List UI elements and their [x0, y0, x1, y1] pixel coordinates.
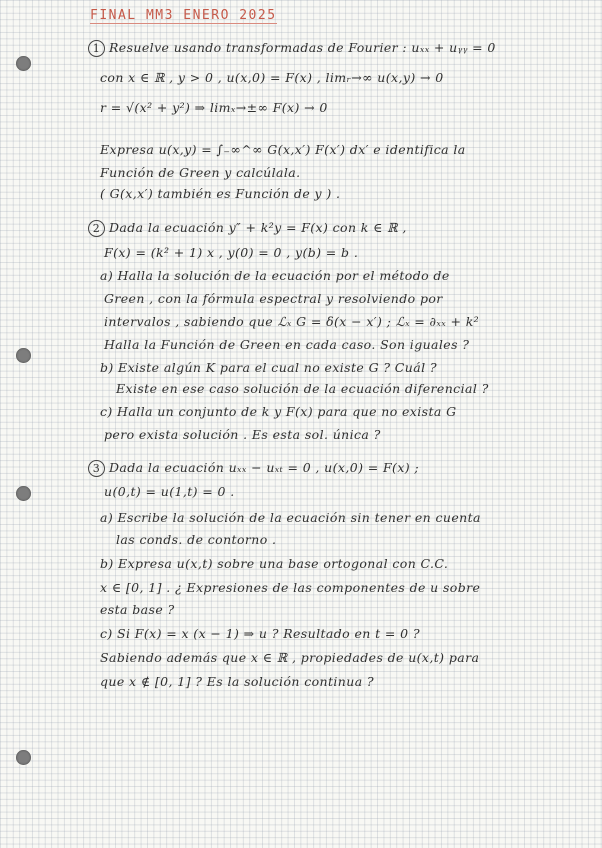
problem-number-3: 3 — [88, 460, 105, 477]
problem-3-text: Dada la ecuación uₓₓ − uₓₜ = 0 , u(x,0) = F(x) ; — [109, 460, 420, 475]
page-title: FINAL MM3 ENERO 2025 — [90, 8, 277, 23]
problem-1-line-5: Función de Green y calcúlala. — [100, 165, 301, 180]
problem-1-line-6: ( G(x,x′) también es Función de y ) . — [100, 186, 341, 201]
problem-1-line-3: r = √(x² + y²) ⇒ limₓ→±∞ F(x) → 0 — [100, 100, 328, 115]
problem-3-line-1 — [88, 460, 419, 477]
problem-2-line-3: a) Halla la solución de la ecuación por el método de — [100, 268, 450, 283]
problem-3-line-10: que x ∉ [0, 1] ? Es la solución continua ? — [100, 674, 375, 689]
punch-hole — [16, 56, 31, 71]
problem-1-text: Resuelve usando transformadas de Fourier : uₓₓ + uᵧᵧ = 0 — [109, 40, 496, 55]
problem-2-line-7: b) Existe algún K para el cual no existe G ? Cuál ? — [100, 360, 437, 375]
problem-3-line-2: u(0,t) = u(1,t) = 0 . — [104, 484, 235, 499]
problem-3-line-6: x ∈ [0, 1] . ¿ Expresiones de las componentes de u sobre — [100, 580, 481, 595]
problem-2-line-10: pero exista solución . Es esta sol. única ? — [104, 427, 381, 442]
problem-3-line-3: a) Escribe la solución de la ecuación sin tener en cuenta — [100, 510, 481, 525]
problem-1-line-4: Expresa u(x,y) = ∫₋∞^∞ G(x,x′) F(x′) dx′ e identifica la — [100, 142, 466, 157]
problem-2-line-5: intervalos , sabiendo que ℒₓ G = δ(x − x′) ; ℒₓ = ∂ₓₓ + k² — [104, 314, 480, 329]
problem-2-line-1 — [88, 220, 407, 237]
problem-1-line-1 — [88, 40, 496, 57]
problem-2-line-4: Green , con la fórmula espectral y resolviendo por — [104, 291, 443, 306]
problem-3-line-7: esta base ? — [100, 602, 175, 617]
punch-hole — [16, 348, 31, 363]
problem-number-1: 1 — [88, 40, 105, 57]
problem-3-line-4: las conds. de contorno . — [116, 532, 277, 547]
problem-2-line-6: Halla la Función de Green en cada caso. Son iguales ? — [104, 337, 470, 352]
problem-2-text: Dada la ecuación y″ + k²y = F(x) con k ∈ ℝ , — [109, 220, 407, 235]
problem-2-line-8: Existe en ese caso solución de la ecuación diferencial ? — [116, 381, 489, 396]
problem-3-line-9: Sabiendo además que x ∈ ℝ , propiedades de u(x,t) para — [100, 650, 480, 665]
problem-3-line-8: c) Si F(x) = x (x − 1) ⇒ u ? Resultado en t = 0 ? — [100, 626, 420, 641]
problem-2-line-9: c) Halla un conjunto de k y F(x) para que no exista G — [100, 404, 457, 419]
punch-hole — [16, 750, 31, 765]
problem-3-line-5: b) Expresa u(x,t) sobre una base ortogonal con C.C. — [100, 556, 449, 571]
problem-2-line-2: F(x) = (k² + 1) x , y(0) = 0 , y(b) = b . — [104, 245, 359, 260]
punch-hole — [16, 486, 31, 501]
problem-1-line-2: con x ∈ ℝ , y > 0 , u(x,0) = F(x) , limᵣ→∞ u(x,y) → 0 — [100, 70, 444, 85]
problem-number-2: 2 — [88, 220, 105, 237]
